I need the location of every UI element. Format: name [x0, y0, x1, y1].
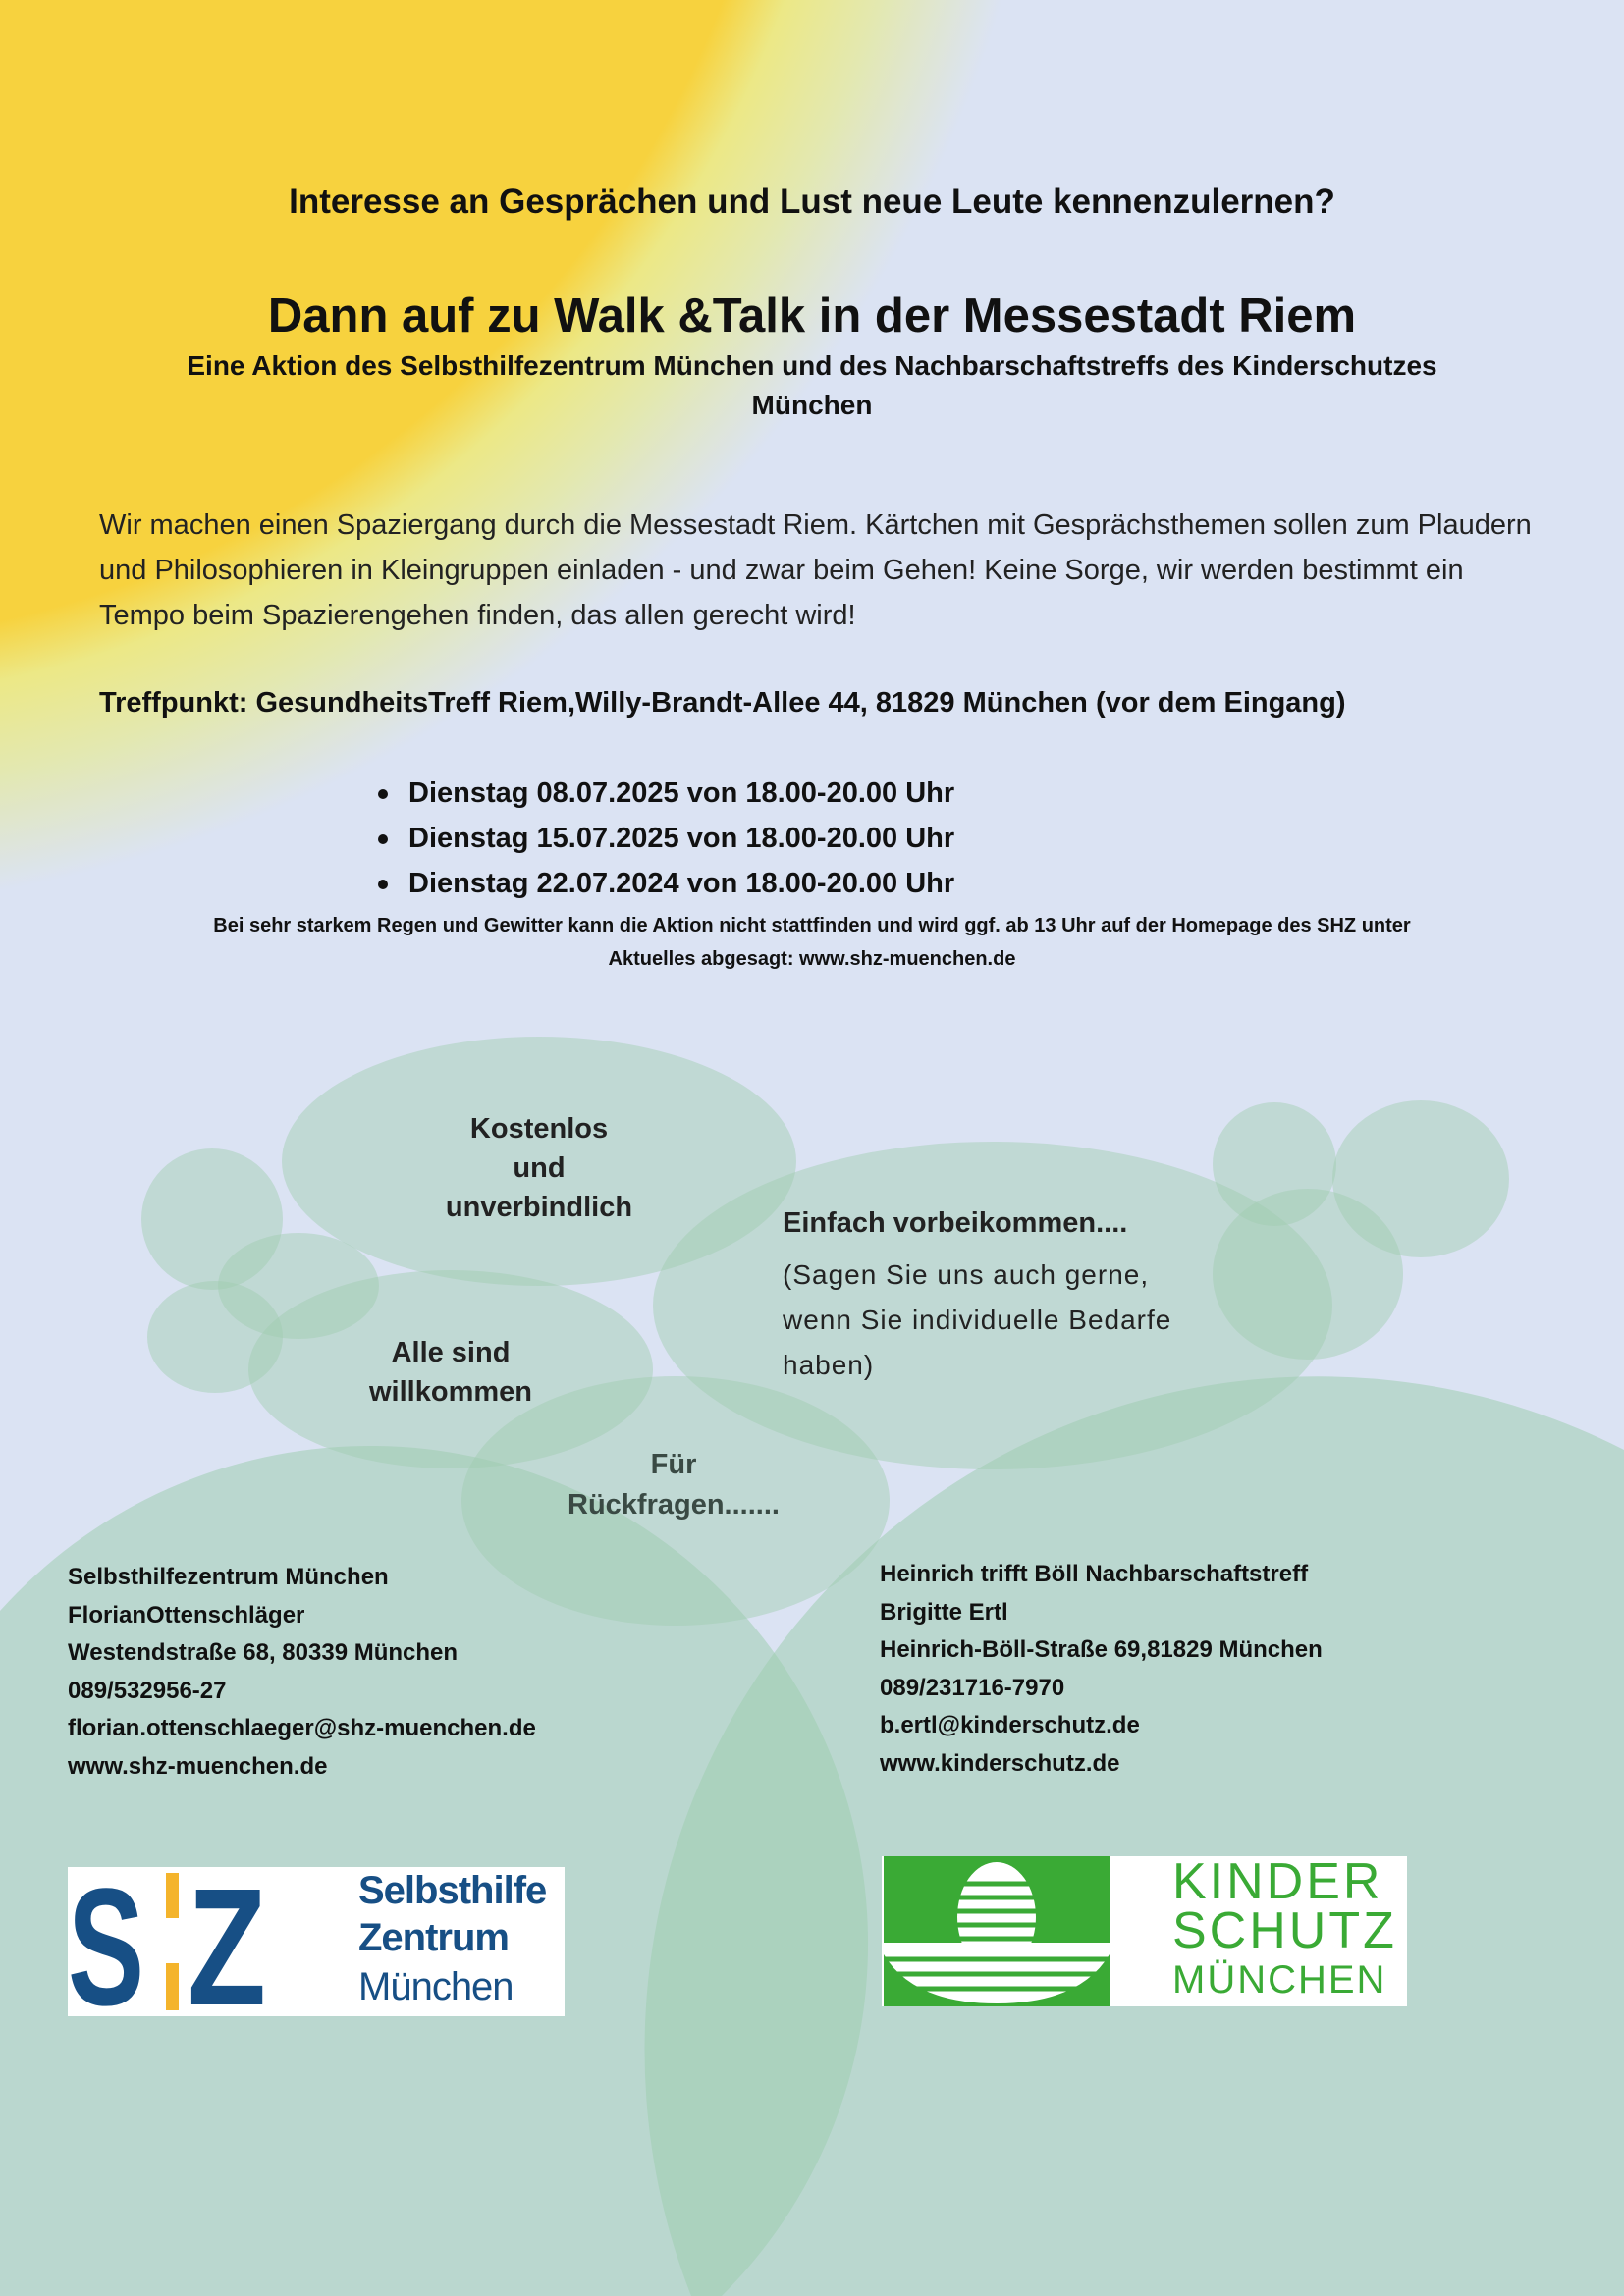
email-link[interactable]: florian.ottenschlaeger@shz-muenchen.de [68, 1715, 536, 1741]
small-bubble [1213, 1189, 1403, 1360]
weather-note-line1: Bei sehr starkem Regen und Gewitter kann die Aktion nicht stattfinden und wird ggf. ab 13 Uhr auf der Homepage des SHZ unter [213, 915, 1411, 936]
date-item: Dienstag 22.07.2024 von 18.00-20.00 Uhr [378, 868, 954, 900]
intro-text: Wir machen einen Spaziergang durch die Messestadt Riem. Kärtchen mit Gesprächsthemen sollen zum Plaudern und Philosophieren in Kleingruppen einladen - und zwar beim Gehen! Keine Sorge, wir werden bestimmt ein Tempo beim Spazierengehen finden, das allen gerecht wird! [99, 509, 1532, 631]
kinderschutz-logo: KINDER SCHUTZ MÜNCHEN [882, 1856, 1407, 2006]
tagline: Interesse an Gesprächen und Lust neue Leute kennenzulernen? [289, 183, 1335, 221]
date-item: Dienstag 08.07.2025 von 18.00-20.00 Uhr [378, 777, 954, 810]
bubble-welcome-text: Alle sind willkommen [369, 1337, 532, 1408]
email-link[interactable]: b.ertl@kinderschutz.de [880, 1712, 1140, 1738]
bullet-icon [378, 880, 388, 889]
small-bubble [147, 1281, 283, 1393]
bullet-icon [378, 834, 388, 844]
weather-note-line2: Aktuelles abgesagt: www.shz-muenchen.de [608, 948, 1016, 970]
website-link[interactable]: www.kinderschutz.de [880, 1749, 1120, 1777]
kinderschutz-logo-mark [884, 1856, 1110, 2006]
bubble-questions-text: Für Rückfragen....... [568, 1449, 780, 1521]
bullet-icon [378, 789, 388, 799]
page-title: Dann auf zu Walk &Talk in der Messestadt Riem [267, 290, 1357, 343]
contact-kinderschutz: Heinrich trifft Böll Nachbarschaftstreff Brigitte Ertl Heinrich-Böll-Straße 69,81829 München 089/231716-7970 b.ertl@kinderschutz.de www.kinderschutz.de [880, 1556, 1323, 1783]
svg-text:Z: Z [188, 1867, 266, 2016]
subtitle-line2: München [751, 390, 873, 420]
contact-shz: Selbsthilfezentrum München FlorianOttenschläger Westendstraße 68, 80339 München 089/532956-27 florian.ottenschlaeger@shz-muenchen.de www.shz-muenchen.de [68, 1559, 536, 1786]
website-link[interactable]: www.shz-muenchen.de [68, 1752, 328, 1780]
subtitle-line1: Eine Aktion des Selbsthilfezentrum München und des Nachbarschaftstreffs des Kinderschutzes [187, 350, 1437, 381]
meeting-point: Treffpunkt: GesundheitsTreff Riem,Willy-Brandt-Allee 44, 81829 München (vor dem Eingang) [99, 687, 1346, 719]
bubble-free-text: Kostenlos und unverbindlich [445, 1113, 633, 1223]
bubble-drop-in-text: (Sagen Sie uns auch gerne, wenn Sie individuelle Bedarfe haben) [783, 1259, 1172, 1380]
svg-text:S: S [68, 1867, 144, 2016]
date-item: Dienstag 15.07.2025 von 18.00-20.00 Uhr [378, 823, 954, 855]
shz-logo: S Z Selbsthilfe Zentrum München [68, 1867, 565, 2016]
bubble-drop-in-title: Einfach vorbeikommen.... [783, 1207, 1128, 1239]
